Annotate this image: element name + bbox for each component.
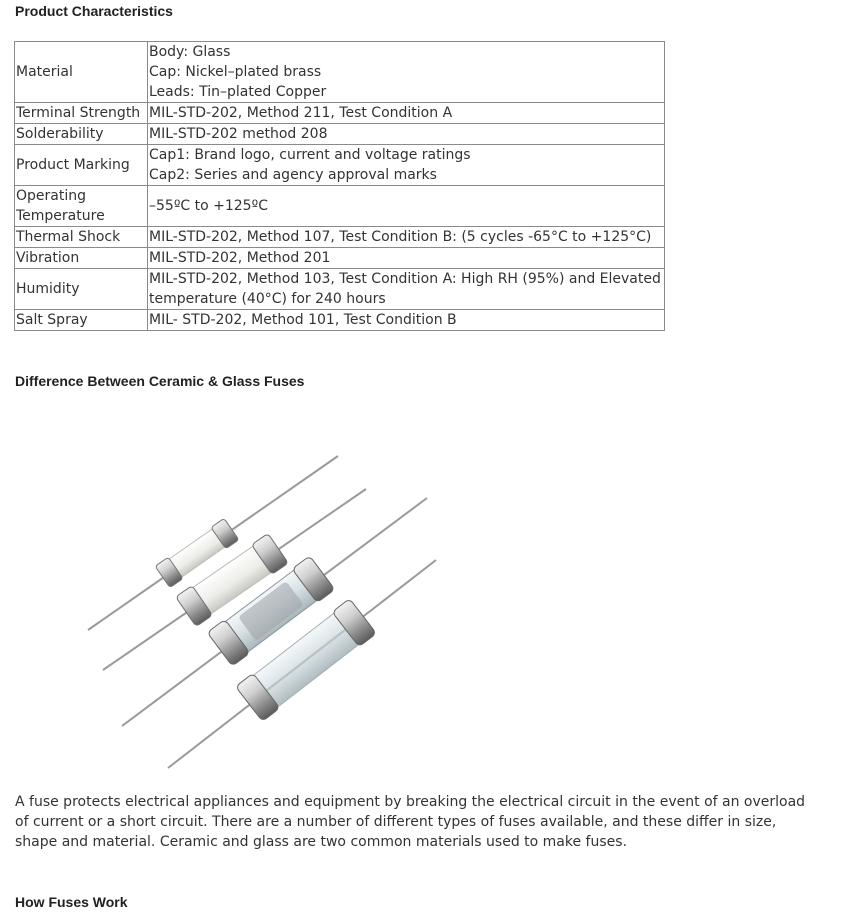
section-heading-difference: Difference Between Ceramic & Glass Fuses <box>15 373 305 389</box>
product-characteristics-table <box>14 41 665 331</box>
value-line: Leads: Tin–plated Copper <box>149 84 327 100</box>
table-row <box>15 248 665 269</box>
table-row <box>15 269 665 310</box>
row-value: MIL-STD-202, Method 201 <box>148 248 665 269</box>
section-heading-product-characteristics: Product Characteristics <box>15 3 173 19</box>
table-row <box>15 186 665 227</box>
table-row <box>15 124 665 145</box>
row-label: Terminal Strength <box>15 103 148 124</box>
table-row <box>15 310 665 331</box>
row-label: Solderability <box>15 124 148 145</box>
row-value: MIL-STD-202, Method 211, Test Condition A <box>148 103 665 124</box>
value-line: Cap: Nickel–plated brass <box>149 64 322 80</box>
row-value: MIL-STD-202 method 208 <box>148 124 665 145</box>
row-value <box>148 145 665 186</box>
row-label: Thermal Shock <box>15 227 148 248</box>
row-label: Salt Spray <box>15 310 148 331</box>
value-line: Cap1: Brand logo, current and voltage ratings <box>149 147 471 163</box>
row-value: MIL-STD-202, Method 103, Test Condition A: High RH (95%) and Elevated temperature (40°C) for 240 hours <box>148 269 665 310</box>
value-line: Body: Glass <box>149 44 231 60</box>
row-value: MIL-STD-202, Method 107, Test Condition B: (5 cycles -65°C to +125°C) <box>148 227 665 248</box>
row-label: Product Marking <box>15 145 148 186</box>
row-value: MIL- STD-202, Method 101, Test Condition B <box>148 310 665 331</box>
section-heading-how-fuses-work: How Fuses Work <box>15 894 128 910</box>
row-value <box>148 42 665 103</box>
value-line: Cap2: Series and agency approval marks <box>149 167 437 183</box>
table-row <box>15 227 665 248</box>
row-label: Humidity <box>15 269 148 310</box>
intro-paragraph: A fuse protects electrical appliances and equipment by breaking the electrical circuit in the event of an overload of current or a short circuit. There are a number of different types of fuses available, and these differ in size, shape and material. Ceramic and glass are two common materials used to make fuses. <box>15 794 806 850</box>
row-label: Vibration <box>15 248 148 269</box>
table-row <box>15 103 665 124</box>
row-label: Material <box>15 42 148 103</box>
fuses-photo <box>70 420 470 780</box>
table-row <box>15 42 665 103</box>
row-value: –55ºC to +125ºC <box>148 186 665 227</box>
table-row <box>15 145 665 186</box>
row-label: Operating Temperature <box>15 186 148 227</box>
